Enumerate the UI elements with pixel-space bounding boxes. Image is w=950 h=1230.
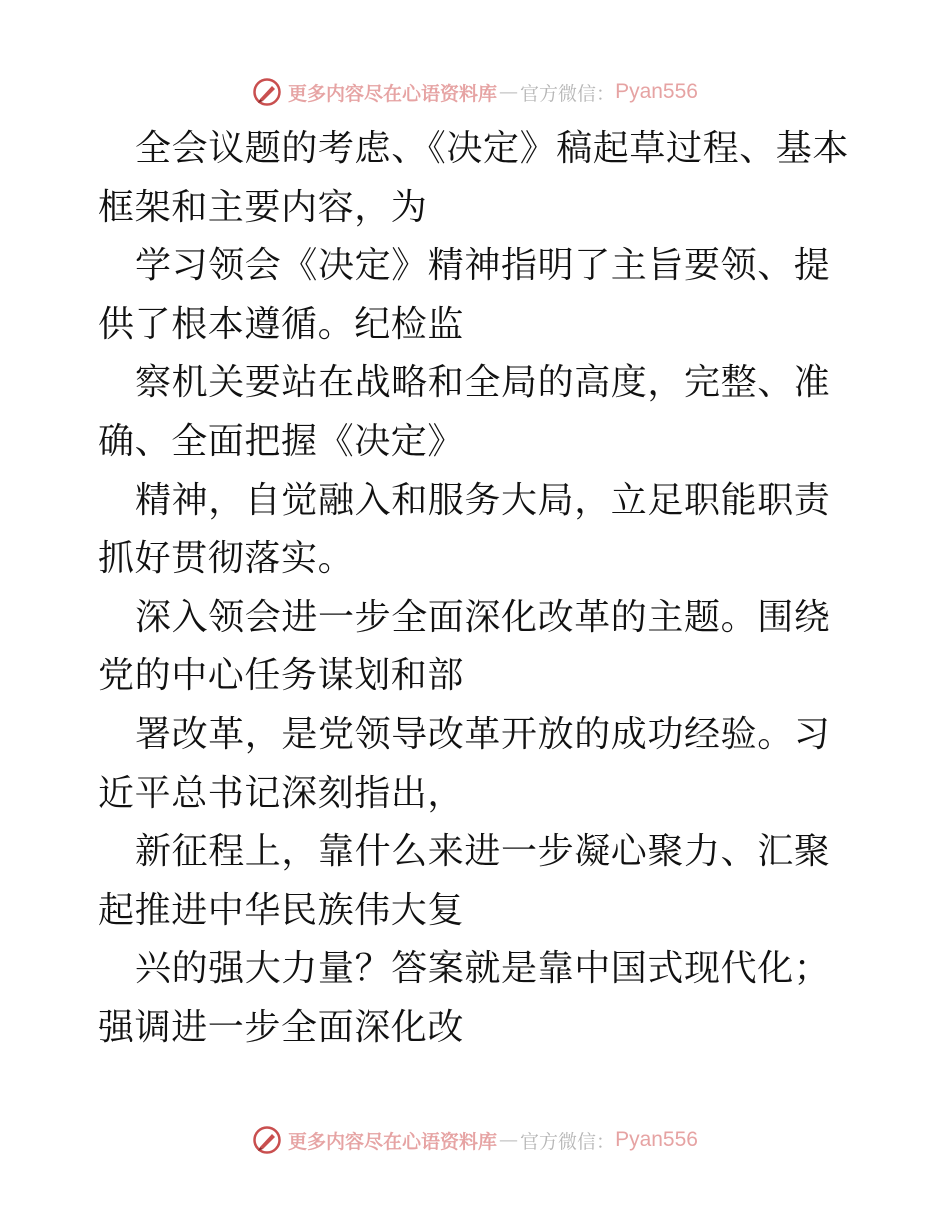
pen-logo-icon — [252, 77, 282, 107]
paragraph: 兴的强大力量？答案就是靠中国式现代化；强调进一步全面深化改 — [98, 948, 831, 1048]
footer-banner-label: 官方微信： — [520, 1130, 616, 1153]
footer-banner-separator: — — [499, 1129, 519, 1151]
header-banner-id: Pyan556 — [615, 80, 698, 103]
pen-logo-icon — [252, 1125, 282, 1155]
paragraph: 深入领会进一步全面深化改革的主题。围绕党的中心任务谋划和部 — [98, 596, 831, 697]
footer-watermark-banner — [0, 1120, 950, 1160]
paragraph: 全会议题的考虑、《决定》稿起草过程、基本框架和主要内容，为 — [98, 128, 850, 228]
header-banner-separator: — — [499, 81, 519, 103]
footer-banner-id: Pyan556 — [615, 1128, 698, 1151]
header-banner-label: 官方微信： — [520, 82, 616, 105]
header-watermark-banner — [0, 72, 950, 112]
paragraph: 新征程上，靠什么来进一步凝心聚力、汇聚起推进中华民族伟大复 — [98, 831, 831, 931]
paragraph: 察机关要站在战略和全局的高度，完整、准确、全面把握《决定》 — [98, 362, 831, 462]
header-banner-text: 更多内容尽在心语资料库 — [288, 82, 498, 105]
paragraph: 学习领会《决定》精神指明了主旨要领、提供了根本遵循。纪检监 — [98, 245, 831, 345]
paragraph: 署改革，是党领导改革开放的成功经验。习近平总书记深刻指出， — [98, 713, 831, 814]
footer-banner-text: 更多内容尽在心语资料库 — [288, 1130, 498, 1153]
document-body — [98, 120, 858, 1058]
paragraph: 精神，自觉融入和服务大局，立足职能职责抓好贯彻落实。 — [98, 479, 831, 580]
